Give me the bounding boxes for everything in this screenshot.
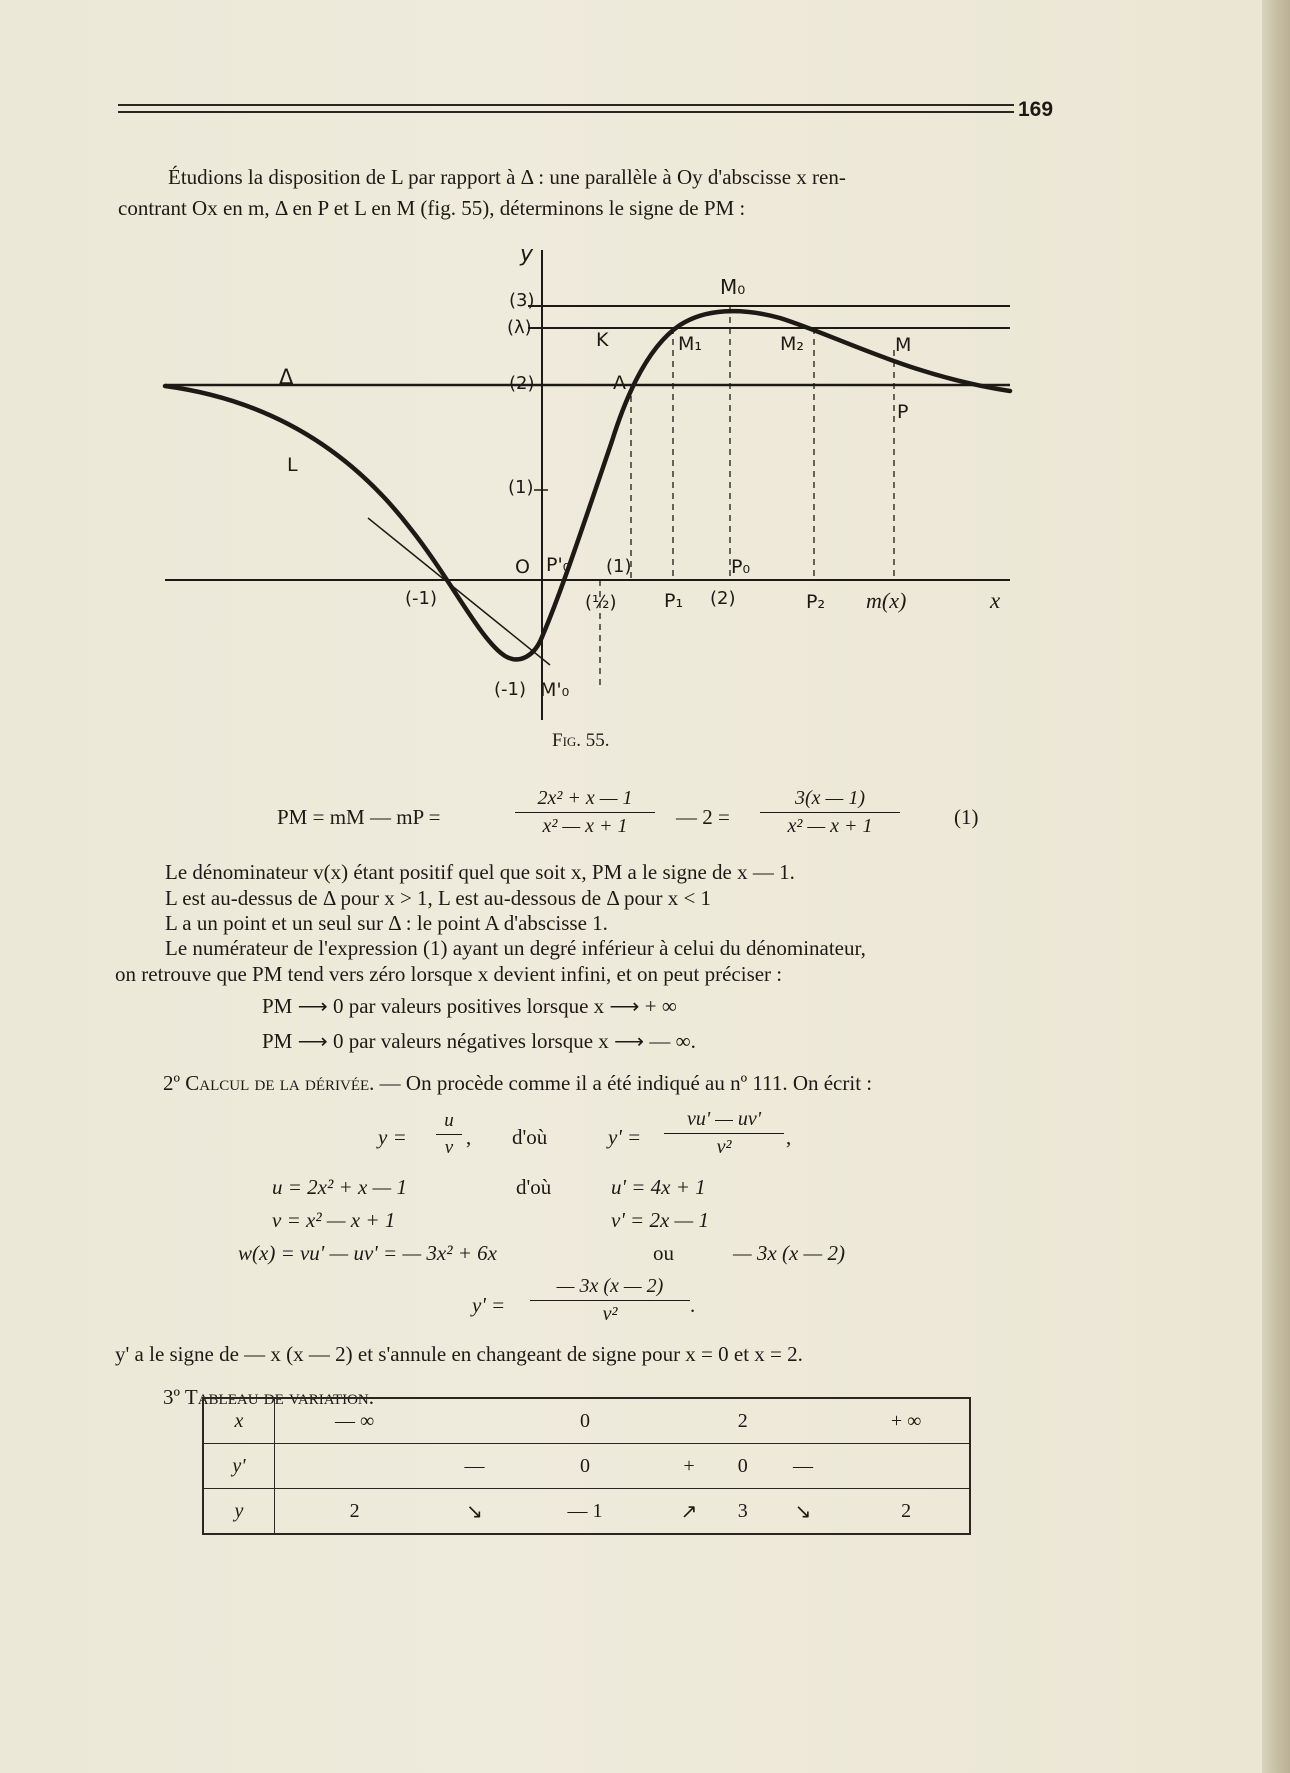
deriv-comma: , — [466, 1125, 472, 1149]
fig-P1: P₁ — [664, 590, 684, 612]
deriv-dou2: d'où — [516, 1175, 552, 1199]
fig-mx: m(x) — [866, 588, 907, 613]
table-cell: 2 — [737, 1409, 748, 1432]
text-l3: L a un point et un seul sur Δ : le point A d'abscisse 1. — [165, 911, 608, 935]
deriv-w-def: w(x) = vu' — uv' = — 3x² + 6x — [238, 1241, 497, 1265]
fig-tick-m1x: (-1) — [405, 588, 437, 609]
deriv-yp-eq: y' = — [608, 1125, 642, 1149]
deriv-v: v — [444, 1137, 454, 1158]
fig-P2: P₂ — [806, 591, 826, 613]
eq1-frac2-den: x² — x + 1 — [787, 815, 873, 837]
table-cell: — — [434, 1444, 514, 1489]
fig-tick-lambda: (λ) — [507, 317, 532, 338]
table-cell — [275, 1444, 435, 1489]
deriv-yp-num: vu' — uv' — [664, 1108, 784, 1134]
section2-heading: 2º Calcul de la dérivée. — [163, 1071, 375, 1095]
fig-M0: M₀ — [720, 275, 746, 299]
text-l5: on retrouve que PM tend vers zéro lorsque x devient infini, et on peut préciser : — [115, 962, 783, 986]
deriv-dou1: d'où — [512, 1125, 548, 1149]
deriv-ou: ou — [653, 1241, 674, 1265]
table-cell: 2 — [275, 1489, 435, 1535]
table-cell: + — [655, 1444, 722, 1489]
table-cell: 0 — [515, 1444, 656, 1489]
table-cell: — ∞ — [335, 1409, 375, 1432]
deriv-up-def: u' = 4x + 1 — [611, 1175, 706, 1199]
eq1-frac2-num: 3(x — 1) — [760, 787, 900, 813]
deriv-u: u — [436, 1110, 462, 1135]
deriv-vp-def: v' = 2x — 1 — [611, 1208, 709, 1232]
deriv-comma2: , — [786, 1125, 792, 1149]
section3-heading: 3º Tableau de variation. — [163, 1385, 375, 1409]
fig-tick-1: (1) — [508, 477, 534, 498]
eq1-frac2 — [760, 787, 900, 838]
fig-K: K — [596, 329, 609, 351]
text-l4: Le numérateur de l'expression (1) ayant un degré inférieur à celui du dénominateur, — [165, 936, 866, 960]
intro-line-2: contrant Ox en m, Δ en P et L en M (fig. 55), déterminons le signe de PM : — [118, 196, 746, 220]
table-row-x — [203, 1398, 970, 1444]
fig-M2: M₂ — [780, 333, 805, 355]
deriv-yp2-frac — [530, 1275, 690, 1326]
text-l1: Le dénominateur v(x) étant positif quel que soit x, PM a le signe de x — 1. — [165, 860, 795, 884]
fig-Delta: Δ — [279, 365, 294, 389]
fig-Mp0: M'₀ — [540, 679, 570, 701]
deriv-yp2-num: — 3x (x — 2) — [530, 1275, 690, 1301]
fig-P: P — [897, 401, 909, 423]
deriv-yp-frac — [664, 1108, 784, 1159]
table-cell — [655, 1398, 722, 1444]
text-l7: PM ⟶ 0 par valeurs négatives lorsque x ⟶ — ∞. — [262, 1029, 696, 1053]
table-cell — [843, 1444, 970, 1489]
deriv-yp-den: v² — [716, 1136, 732, 1158]
intro-line-1: Étudions la disposition de L par rapport à Δ : une parallèle à Oy d'abscisse x ren- — [168, 165, 846, 189]
page-edge — [1262, 0, 1290, 1773]
eq1-frac1-den: x² — x + 1 — [542, 815, 628, 837]
fig-two: (2) — [710, 588, 736, 609]
table-cell: — — [763, 1444, 843, 1489]
fig-half: (½) — [585, 592, 617, 613]
fig-A: A — [613, 372, 626, 394]
eq1-frac1-num: 2x² + x — 1 — [515, 787, 655, 813]
fig-Pp0: P'₀ — [546, 554, 571, 576]
table-cell: + ∞ — [890, 1409, 922, 1432]
header-rule-top — [118, 104, 1014, 106]
eq1-tag: (1) — [954, 805, 979, 829]
deriv-yp2-den: v² — [602, 1303, 618, 1325]
fig-label-y: y — [520, 242, 534, 267]
table-cell: ↘ — [434, 1489, 514, 1535]
table-cell: ↗ — [655, 1489, 722, 1535]
fig-M1: M₁ — [678, 333, 703, 355]
deriv-y-eq: y = — [378, 1125, 407, 1149]
table-head-yprime: y' — [203, 1444, 275, 1489]
text-l2: L est au-dessus de Δ pour x > 1, L est au-dessous de Δ pour x < 1 — [165, 886, 712, 910]
eq1-minus2: — 2 = — [676, 805, 730, 829]
fig-O: O — [515, 556, 530, 578]
figure-55 — [150, 245, 1020, 725]
fig-L: L — [287, 454, 298, 476]
table-cell — [434, 1398, 514, 1444]
deriv-v-def: v = x² — x + 1 — [272, 1208, 396, 1232]
fig-one: (1) — [606, 556, 632, 577]
table-row-y — [203, 1489, 970, 1535]
table-head-y: y — [203, 1489, 275, 1535]
fig-label-x: x — [990, 588, 1001, 613]
table-head-x: x — [203, 1398, 275, 1444]
text-l6: PM ⟶ 0 par valeurs positives lorsque x ⟶ + ∞ — [262, 994, 677, 1018]
deriv-sign-line: y' a le signe de — x (x — 2) et s'annule en changeant de signe pour x = 0 et x = 2. — [115, 1342, 803, 1366]
deriv-w-alt: — 3x (x — 2) — [733, 1241, 845, 1265]
fig-M: M — [895, 334, 912, 356]
table-cell: ↘ — [763, 1489, 843, 1535]
eq1-lhs: PM = mM — mP = — [277, 805, 441, 829]
fig-P0: P₀ — [731, 556, 751, 578]
fig-tick-3: (3) — [509, 290, 535, 311]
fig-tick-m1y: (-1) — [494, 679, 526, 700]
section2-heading-line — [163, 1071, 872, 1096]
section2-rest: — On procède comme il a été indiqué au nº 111. On écrit : — [379, 1071, 873, 1095]
variation-table — [202, 1397, 971, 1535]
deriv-u-def: u = 2x² + x — 1 — [272, 1175, 407, 1199]
table-row-yprime — [203, 1444, 970, 1489]
deriv-yp2-eq: y' = — [472, 1293, 506, 1317]
page-number: 169 — [1018, 98, 1054, 121]
header-rule-bottom — [118, 111, 1014, 113]
table-cell: 0 — [579, 1409, 590, 1432]
eq1-frac1 — [515, 787, 655, 838]
tangent-line — [368, 518, 550, 665]
table-cell: 0 — [723, 1444, 763, 1489]
figure-caption: Fig. 55. — [552, 730, 610, 751]
fig-tick-2: (2) — [509, 373, 535, 394]
deriv-dot: . — [690, 1293, 696, 1317]
table-cell: 2 — [843, 1489, 970, 1535]
table-cell: — 1 — [515, 1489, 656, 1535]
table-cell: 3 — [723, 1489, 763, 1535]
deriv-uv-frac — [436, 1110, 462, 1159]
table-cell — [763, 1398, 843, 1444]
